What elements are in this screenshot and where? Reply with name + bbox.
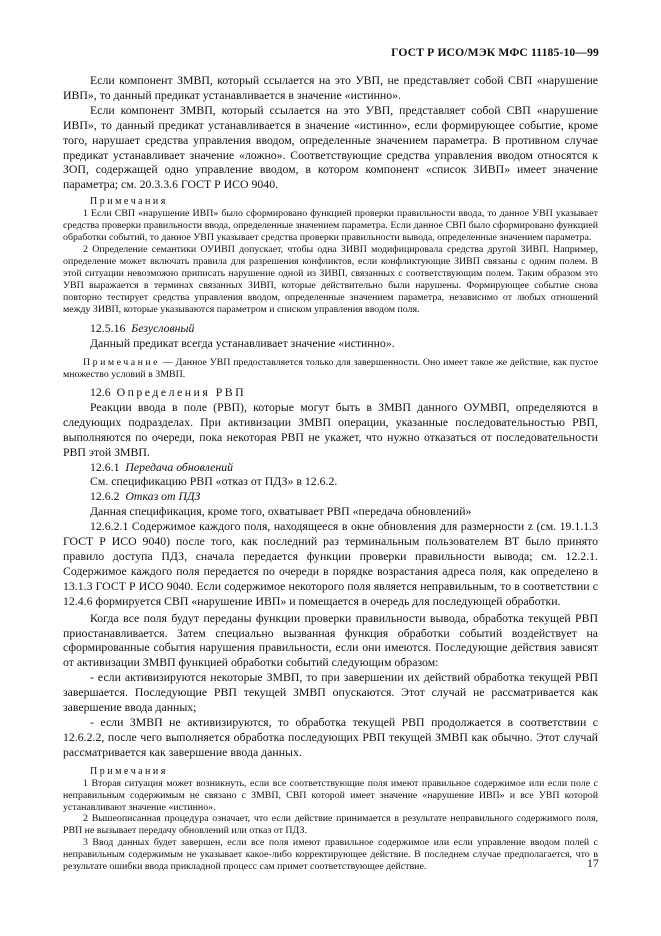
paragraph: 12.6.2.1 Содержимое каждого поля, находящееся в окне обновления для размерности z (см. 19.1.1.3 ГОСТ Р ИСО 9040) после того, как последний раз терминальным пользователем ВТ было принято правило доступа ПДЗ, сначала передается функции проверки правильности вывода; см. 12.2.1. Содержимое каждого поля передается по очереди в порядке возрастания адреса поля, как определено в 13.1.3 ГОСТ Р ИСО 9040. Если содержимое некоторого поля является неправильным, то в соответствии с 12.4.6 формируется СВП «нарушение ИВП» и помещается в очередь для последующей обработки.	[63, 519, 598, 608]
section-heading	[63, 321, 598, 336]
paragraph: Когда все поля будут переданы функции проверки правильности вывода, обработка текущей РВП приостанавливается. Затем специально вызванная функция обработки событий воздействует на сформированные события нарушения правильности, если они имеются. Последующие действия зависят от активизации ЗМВП функцией обработки событий следующим образом:	[63, 610, 598, 670]
paragraph: Данный предикат всегда устанавливает значение «истинно».	[90, 336, 395, 351]
note-label: Примечание	[83, 357, 161, 369]
page-content	[63, 73, 598, 873]
note-item: 1 Вторая ситуация может возникнуть, если все соответствующие поля имеют правильное содержимое или если поле с неправильным содержимым не связано с ЗМВП, СВП которой имеет значение «нарушение ИВП» и все УВП которой устанавливают значение «истинно».	[63, 777, 598, 813]
notes-heading: Примечания	[90, 196, 168, 208]
paragraph: См. спецификацию РВП «отказ от ПДЗ» в 12.6.2.	[90, 474, 338, 489]
section-title: Безусловный	[131, 321, 195, 336]
section-heading	[63, 489, 598, 504]
section-number: 12.6.2	[90, 489, 120, 504]
standard-header: ГОСТ Р ИСО/МЭК МФС 11185-10—99	[391, 46, 599, 59]
list-paragraph: - если ЗМВП не активизируются, то обработка текущей РВП продолжается в соответствии с 12.6.2.2, после чего выполняется обработка последующих РВП текущей ЗМВП как обычно. Этот случай рассматривается как завершение ввода данных.	[63, 714, 598, 759]
paragraph: Если компонент ЗМВП, который ссылается на это УВП, представляет собой СВП «нарушение ИВП», то данный предикат устанавливается в значение «истинно», если формирующее событие, кроме того, нарушает средства управления вводом, определенные значением параметра. В противном случае предикат устанавливает значение «ложно». Соответствующие средства управления вводом относятся к ЗОП, содержащей одно управление вводом, в котором компонент «список ЗИВП» имеет значение параметра; см. 20.3.3.6 ГОСТ Р ИСО 9040.	[63, 102, 598, 192]
notes-heading: Примечания	[90, 765, 168, 777]
section-title: Передача обновлений	[125, 459, 234, 474]
section-number: 12.6.1	[90, 459, 120, 474]
section-title: Отказ от ПДЗ	[125, 489, 201, 504]
section-number: 12.6	[90, 385, 111, 400]
paragraph: Реакции ввода в поле (РВП), которые могут быть в ЗМВП данного ОУМВП, определяются в следующих подразделах. При активизации ЗМВП операции, указанные последовательностью РВП, выполняются по очереди, пока некоторая РВП не укажет, что нужно отказаться от последовательности РВП этой ЗМВП.	[63, 399, 598, 459]
page-number: 17	[587, 856, 599, 870]
list-paragraph: - если активизируются некоторые ЗМВП, то при завершении их действий обработка текущей РВП завершается. Последующие РВП текущей ЗМВП опускаются. Этот случай не рассматривается как завершение ввода данных;	[63, 670, 598, 715]
section-number: 12.5.16	[90, 321, 126, 336]
single-note	[63, 357, 598, 381]
paragraph: Данная спецификация, кроме того, охватывает РВП «передача обновлений»	[90, 504, 472, 519]
note-item: 2 Вышеописанная процедура означает, что если действие принимается в результате неправильного содержимого поля, РВП не вызывает передачу обновлений или отказ от ПДЗ.	[63, 813, 598, 837]
section-heading	[63, 385, 598, 400]
note-text: — Данное УВП предоставляется только для завершенности. Оно имеет такое же действие, как пустое множество условий в ЗМВП.	[63, 357, 598, 381]
note-item: 2 Определение семантики ОУИВП допускает, чтобы одна ЗИВП модифицировала средства другой ЗИВП. Например, определение может включать правила для разрешения конфликтов, если конфликтующие ЗИВП связаны с одним полем. В этой ситуации невозможно приписать нарушение одной из ЗИВП, связанных с соответствующим полем. Таким образом это УВП выражается в терминах связанных ЗИВП, которые действительно были нарушены. Формирующее событие снова повторно тестирует средства управления вводом, определенные значением параметра, независимо от любых отношений между ЗИВП, которые указываются параметром и списком управления вводом поля.	[63, 243, 598, 315]
note-item: 1 Если СВП «нарушение ИВП» было сформировано функцией проверки правильности ввода, то данное УВП указывает средства проверки правильности ввода, определенные значением параметра. Если данное СВП было сформировано функцией обработки событий, то данное УВП указывает средства проверки правильности вывода, определенные значением параметра.	[63, 208, 598, 244]
section-title: Определения РВП	[116, 385, 247, 400]
section-heading	[63, 460, 598, 475]
note-item: 3 Ввод данных будет завершен, если все поля имеют правильное содержимое или если управление вводом полей с неправильным содержимым не указывает какое-либо корректирующее действие. В последнем случае предполагается, что в результате ошибки ввода прикладной процесс сам примет соответствующее действие.	[63, 837, 598, 873]
paragraph: Если компонент ЗМВП, который ссылается на это УВП, не представляет собой СВП «нарушение ИВП», то данный предикат устанавливается в значение «истинно».	[63, 73, 598, 102]
